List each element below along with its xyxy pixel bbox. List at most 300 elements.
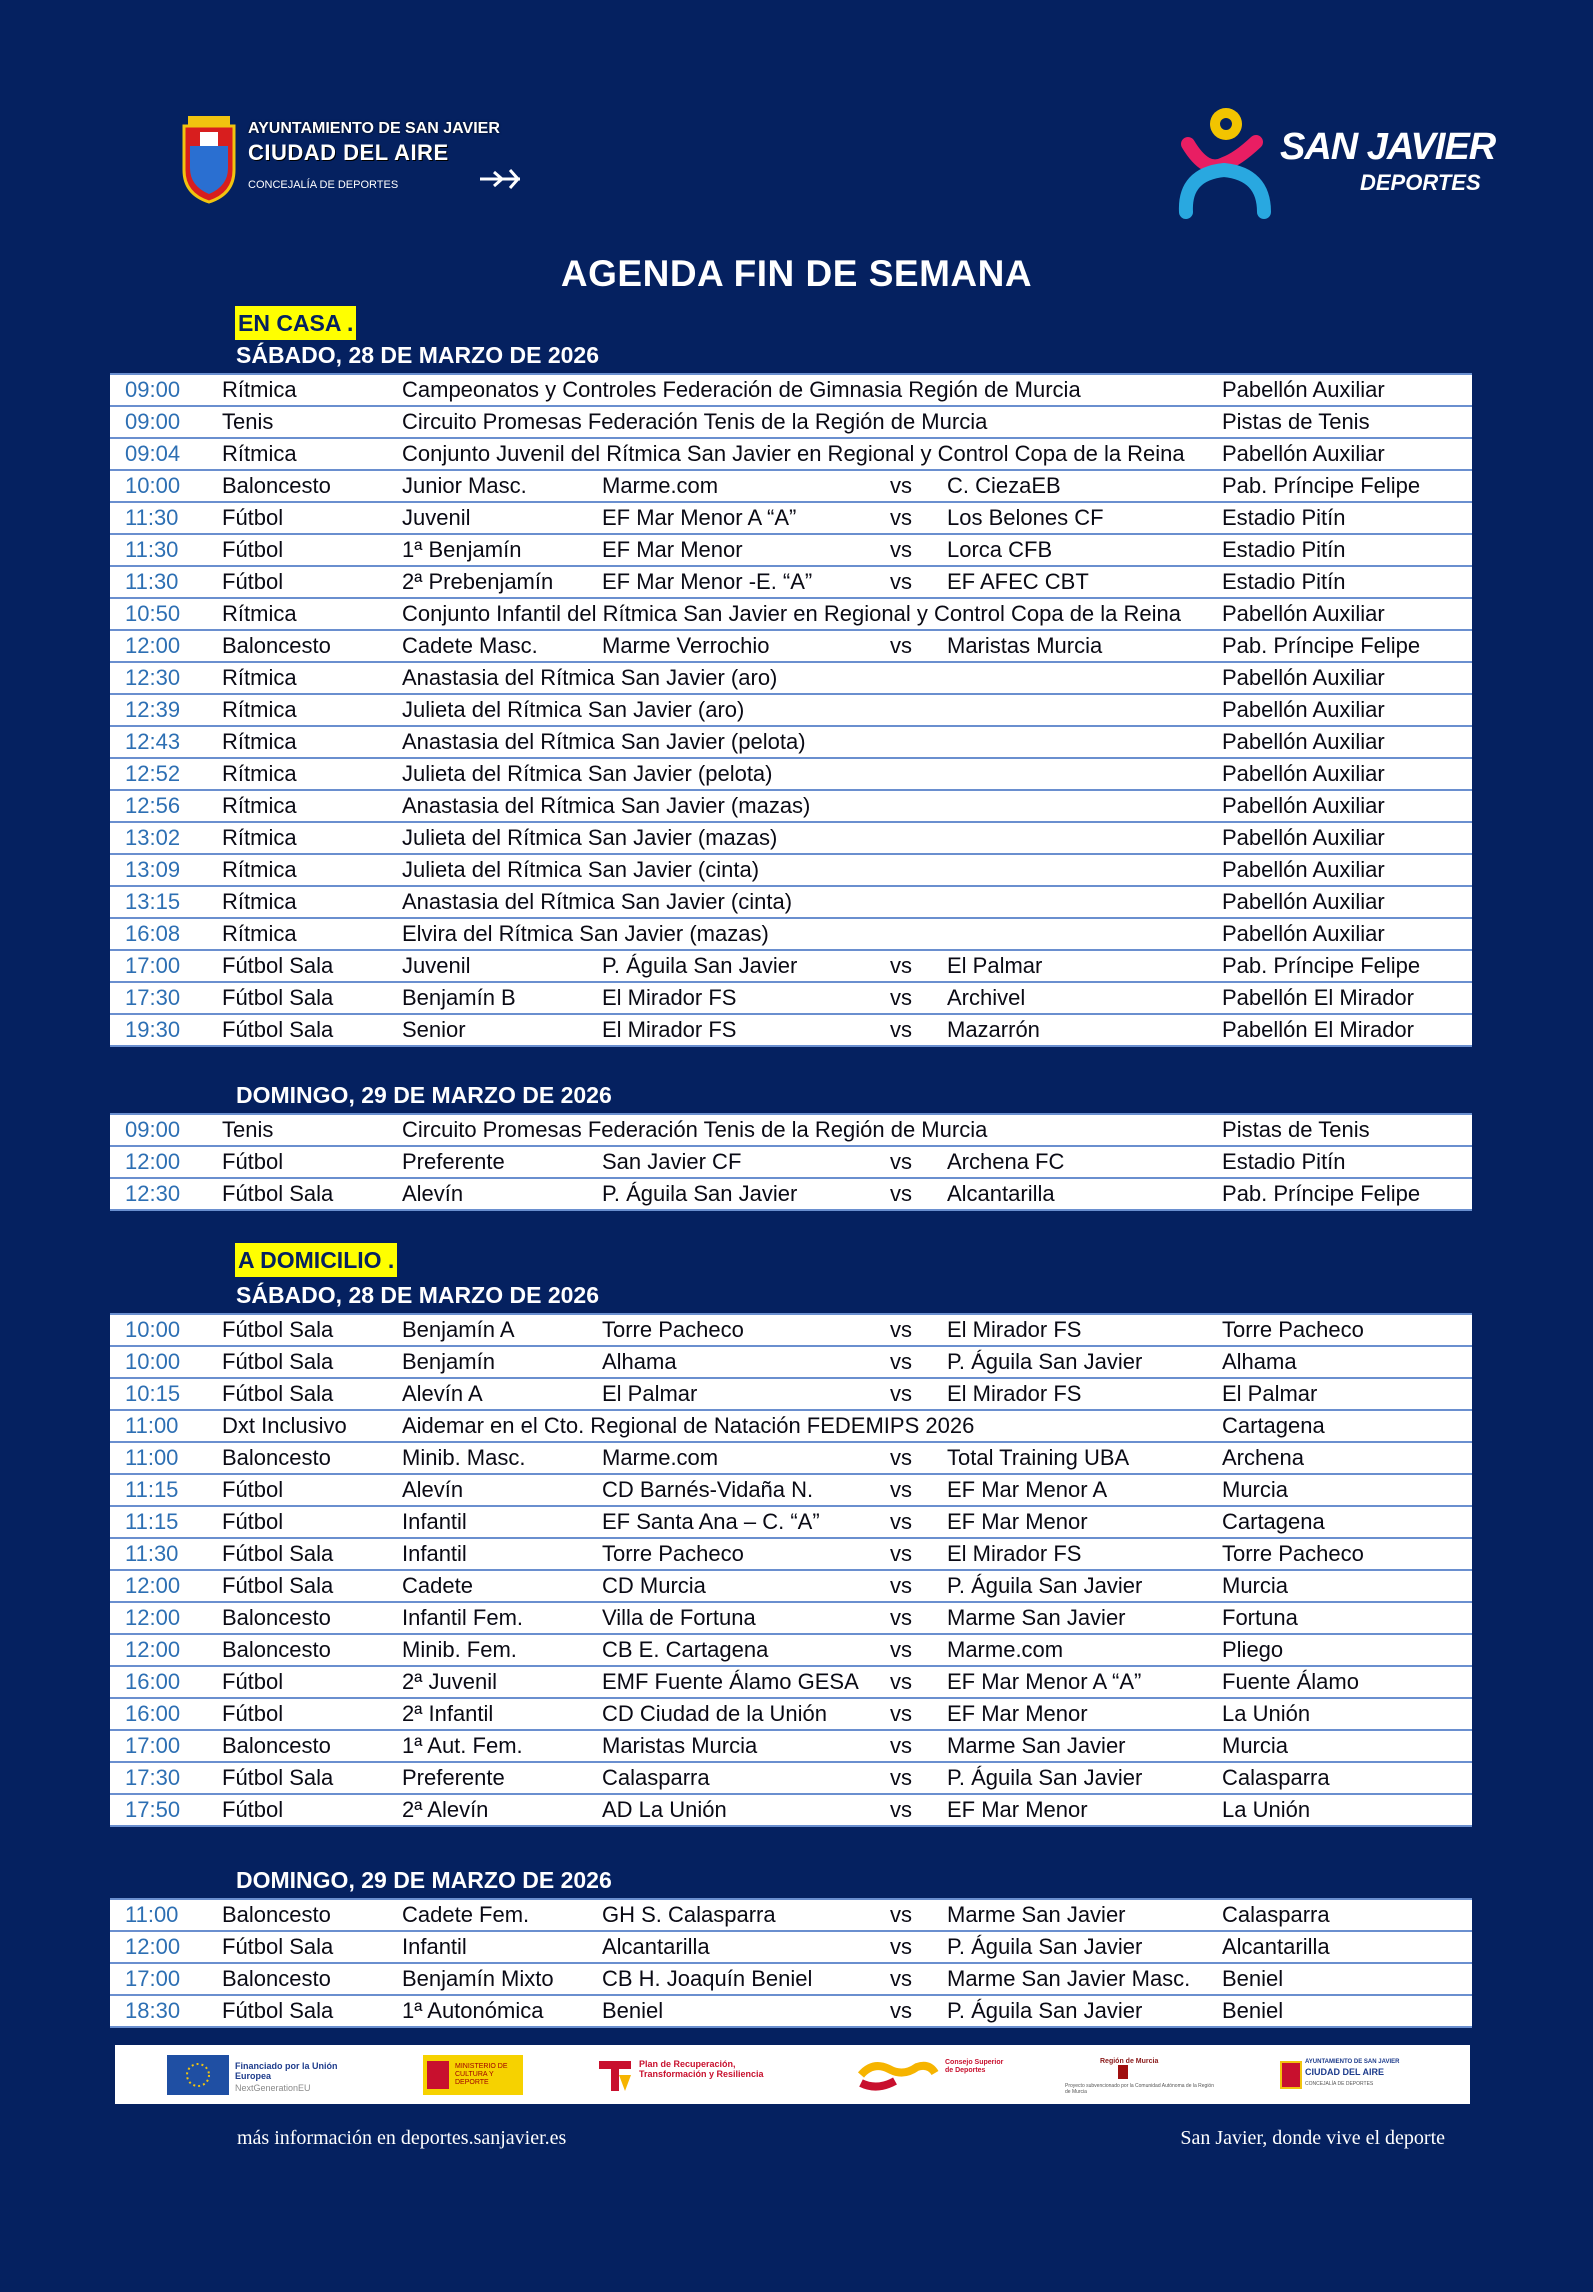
cell-home: EF Mar Menor	[602, 534, 890, 566]
cell-vs: vs	[890, 1602, 947, 1634]
schedule-row	[110, 758, 1472, 790]
cell-cat: 1ª Aut. Fem.	[402, 1730, 602, 1762]
cell-away: P. Águila San Javier	[947, 1762, 1222, 1794]
cell-away: Marme San Javier Masc.	[947, 1963, 1222, 1995]
cell-away: Marme San Javier	[947, 1899, 1222, 1931]
cell-place: Pabellón Auxiliar	[1222, 438, 1472, 470]
cell-place: Pabellón Auxiliar	[1222, 726, 1472, 758]
schedule-row	[110, 1899, 1472, 1931]
cell-place: Pistas de Tenis	[1222, 406, 1472, 438]
cell-home: Calasparra	[602, 1762, 890, 1794]
schedule-row	[110, 1666, 1472, 1698]
cell-sport: Rítmica	[222, 374, 402, 406]
cell-event: Julieta del Rítmica San Javier (aro)	[402, 694, 1222, 726]
schedule-row	[110, 1474, 1472, 1506]
council-logo-line3: CONCEJALÍA DE DEPORTES	[248, 179, 399, 191]
cell-time: 17:00	[110, 1730, 222, 1762]
cell-vs: vs	[890, 1314, 947, 1346]
cell-vs: vs	[890, 1538, 947, 1570]
cell-event: Aidemar en el Cto. Regional de Natación FEDEMIPS 2026	[402, 1410, 1222, 1442]
schedule-row	[110, 1762, 1472, 1794]
cell-home: CB E. Cartagena	[602, 1634, 890, 1666]
cell-cat: Benjamín B	[402, 982, 602, 1014]
schedule-row	[110, 406, 1472, 438]
ministry-logo	[423, 2055, 523, 2095]
cell-place: Pab. Príncipe Felipe	[1222, 950, 1472, 982]
home-sunday-label: DOMINGO, 29 DE MARZO DE 2026	[236, 1082, 612, 1108]
cell-place: Estadio Pitín	[1222, 1146, 1472, 1178]
cell-place: Calasparra	[1222, 1899, 1472, 1931]
cell-sport: Baloncesto	[222, 1730, 402, 1762]
schedule-row	[110, 1634, 1472, 1666]
cell-sport: Rítmica	[222, 886, 402, 918]
schedule-row	[110, 726, 1472, 758]
cell-sport: Baloncesto	[222, 1899, 402, 1931]
cell-time: 12:30	[110, 1178, 222, 1210]
cell-place: Pabellón Auxiliar	[1222, 662, 1472, 694]
cell-time: 09:00	[110, 374, 222, 406]
cell-place: Pabellón Auxiliar	[1222, 374, 1472, 406]
cell-event: Julieta del Rítmica San Javier (cinta)	[402, 854, 1222, 886]
cell-cat: Juvenil	[402, 502, 602, 534]
cell-cat: Cadete	[402, 1570, 602, 1602]
cell-vs: vs	[890, 1963, 947, 1995]
cell-vs: vs	[890, 1474, 947, 1506]
cell-place: Pabellón Auxiliar	[1222, 854, 1472, 886]
cell-away: EF Mar Menor A “A”	[947, 1666, 1222, 1698]
cell-time: 10:00	[110, 1314, 222, 1346]
council-logo	[180, 112, 550, 204]
cell-place: Murcia	[1222, 1730, 1472, 1762]
cell-home: P. Águila San Javier	[602, 950, 890, 982]
eu-sub-text: NextGenerationEU	[235, 2083, 311, 2093]
schedule-row	[110, 886, 1472, 918]
cell-cat: Preferente	[402, 1762, 602, 1794]
cell-place: Alcantarilla	[1222, 1931, 1472, 1963]
cell-event: Circuito Promesas Federación Tenis de la Región de Murcia	[402, 406, 1222, 438]
cell-place: Calasparra	[1222, 1762, 1472, 1794]
schedule-row	[110, 854, 1472, 886]
schedule-row	[110, 1963, 1472, 1995]
cell-vs: vs	[890, 1442, 947, 1474]
cell-place: Pistas de Tenis	[1222, 1114, 1472, 1146]
sports-logo-line2: DEPORTES	[1360, 170, 1481, 195]
eu-text: Financiado por la Unión Europea	[235, 2061, 338, 2081]
cell-sport: Dxt Inclusivo	[222, 1410, 402, 1442]
schedule-row	[110, 790, 1472, 822]
schedule-row	[110, 630, 1472, 662]
schedule-row	[110, 1014, 1472, 1046]
cell-vs: vs	[890, 950, 947, 982]
schedule-row	[110, 1146, 1472, 1178]
cell-cat: 2ª Alevín	[402, 1794, 602, 1826]
cell-sport: Fútbol	[222, 1474, 402, 1506]
cell-vs: vs	[890, 502, 947, 534]
cell-vs: vs	[890, 630, 947, 662]
cell-vs: vs	[890, 1698, 947, 1730]
cell-vs: vs	[890, 1899, 947, 1931]
cell-sport: Fútbol	[222, 1666, 402, 1698]
cell-sport: Fútbol	[222, 1794, 402, 1826]
sponsors-bar	[115, 2045, 1470, 2104]
cell-event: Conjunto Juvenil del Rítmica San Javier en Regional y Control Copa de la Reina	[402, 438, 1222, 470]
cell-sport: Fútbol Sala	[222, 1314, 402, 1346]
cell-away: P. Águila San Javier	[947, 1995, 1222, 2027]
cell-home: Marme.com	[602, 1442, 890, 1474]
cell-sport: Fútbol	[222, 534, 402, 566]
cell-sport: Rítmica	[222, 694, 402, 726]
cell-sport: Fútbol	[222, 1698, 402, 1730]
cell-home: El Palmar	[602, 1378, 890, 1410]
cell-cat: Alevín	[402, 1178, 602, 1210]
cell-home: P. Águila San Javier	[602, 1178, 890, 1210]
cell-time: 11:00	[110, 1442, 222, 1474]
cell-time: 19:30	[110, 1014, 222, 1046]
cell-away: Marme.com	[947, 1634, 1222, 1666]
schedule-row	[110, 950, 1472, 982]
cell-vs: vs	[890, 1762, 947, 1794]
schedule-row	[110, 534, 1472, 566]
council-small-line3: CONCEJALÍA DE DEPORTES	[1305, 2081, 1374, 2087]
home-badge: EN CASA .	[235, 306, 356, 340]
cell-sport: Fútbol Sala	[222, 1570, 402, 1602]
cell-vs: vs	[890, 1570, 947, 1602]
cell-home: Alcantarilla	[602, 1931, 890, 1963]
cell-sport: Baloncesto	[222, 1602, 402, 1634]
council-small-line1: AYUNTAMIENTO DE SAN JAVIER	[1305, 2059, 1400, 2065]
cell-sport: Baloncesto	[222, 1634, 402, 1666]
cell-sport: Fútbol Sala	[222, 950, 402, 982]
cell-vs: vs	[890, 1730, 947, 1762]
cell-sport: Tenis	[222, 1114, 402, 1146]
cell-home: Marme Verrochio	[602, 630, 890, 662]
cell-home: Torre Pacheco	[602, 1314, 890, 1346]
cell-home: EF Santa Ana – C. “A”	[602, 1506, 890, 1538]
cell-away: P. Águila San Javier	[947, 1346, 1222, 1378]
cell-time: 11:30	[110, 534, 222, 566]
schedule-row	[110, 1995, 1472, 2027]
cell-time: 10:15	[110, 1378, 222, 1410]
home-sunday-table	[110, 1113, 1472, 1211]
schedule-row	[110, 1346, 1472, 1378]
cell-place: Fortuna	[1222, 1602, 1472, 1634]
away-badge: A DOMICILIO .	[235, 1243, 397, 1277]
cell-home: CD Murcia	[602, 1570, 890, 1602]
cell-vs: vs	[890, 534, 947, 566]
schedule-row	[110, 566, 1472, 598]
cell-time: 10:50	[110, 598, 222, 630]
cell-time: 13:02	[110, 822, 222, 854]
cell-cat: Infantil	[402, 1538, 602, 1570]
cell-time: 11:30	[110, 566, 222, 598]
cell-sport: Rítmica	[222, 854, 402, 886]
cell-place: La Unión	[1222, 1698, 1472, 1730]
cell-event: Campeonatos y Controles Federación de Gimnasia Región de Murcia	[402, 374, 1222, 406]
cell-time: 17:00	[110, 950, 222, 982]
cell-place: El Palmar	[1222, 1378, 1472, 1410]
cell-home: Villa de Fortuna	[602, 1602, 890, 1634]
schedule-row	[110, 598, 1472, 630]
schedule-row	[110, 982, 1472, 1014]
cell-cat: Infantil	[402, 1506, 602, 1538]
cell-place: Alhama	[1222, 1346, 1472, 1378]
schedule-row	[110, 1178, 1472, 1210]
cell-away: El Mirador FS	[947, 1314, 1222, 1346]
cell-home: San Javier CF	[602, 1146, 890, 1178]
cell-time: 11:30	[110, 502, 222, 534]
cell-home: CB H. Joaquín Beniel	[602, 1963, 890, 1995]
cell-place: Pabellón Auxiliar	[1222, 694, 1472, 726]
cell-home: EMF Fuente Álamo GESA	[602, 1666, 890, 1698]
cell-place: Pab. Príncipe Felipe	[1222, 630, 1472, 662]
cell-place: Pabellón Auxiliar	[1222, 886, 1472, 918]
cell-time: 09:00	[110, 1114, 222, 1146]
cell-home: EF Mar Menor -E. “A”	[602, 566, 890, 598]
cell-home: Torre Pacheco	[602, 1538, 890, 1570]
council-logo-line1: AYUNTAMIENTO DE SAN JAVIER	[248, 120, 500, 137]
schedule-row	[110, 502, 1472, 534]
cell-cat: Minib. Fem.	[402, 1634, 602, 1666]
cell-home: El Mirador FS	[602, 982, 890, 1014]
cell-cat: 1ª Benjamín	[402, 534, 602, 566]
cell-sport: Rítmica	[222, 918, 402, 950]
cell-event: Anastasia del Rítmica San Javier (mazas)	[402, 790, 1222, 822]
cell-away: El Palmar	[947, 950, 1222, 982]
schedule-row	[110, 918, 1472, 950]
cell-vs: vs	[890, 1794, 947, 1826]
cell-away: P. Águila San Javier	[947, 1570, 1222, 1602]
schedule-row	[110, 470, 1472, 502]
cell-away: EF Mar Menor A	[947, 1474, 1222, 1506]
sports-logo-line1: SAN JAVIER	[1280, 126, 1496, 168]
cell-away: Total Training UBA	[947, 1442, 1222, 1474]
cell-time: 17:30	[110, 1762, 222, 1794]
cell-away: El Mirador FS	[947, 1378, 1222, 1410]
cell-sport: Tenis	[222, 406, 402, 438]
cell-vs: vs	[890, 1506, 947, 1538]
cell-sport: Fútbol Sala	[222, 1014, 402, 1046]
cell-place: Pabellón Auxiliar	[1222, 758, 1472, 790]
cell-cat: Benjamín	[402, 1346, 602, 1378]
cell-time: 17:30	[110, 982, 222, 1014]
region-sub-text: Proyecto subvencionado por la Comunidad Autónoma de la Región de Murcia	[1065, 2083, 1214, 2095]
cell-place: Cartagena	[1222, 1506, 1472, 1538]
cell-vs: vs	[890, 1146, 947, 1178]
eu-flag-icon	[167, 2055, 229, 2095]
cell-sport: Fútbol Sala	[222, 1762, 402, 1794]
cell-time: 12:56	[110, 790, 222, 822]
schedule-row	[110, 1931, 1472, 1963]
cell-home: GH S. Calasparra	[602, 1899, 890, 1931]
region-text: Región de Murcia	[1100, 2058, 1159, 2065]
cell-place: Murcia	[1222, 1570, 1472, 1602]
cell-place: Estadio Pitín	[1222, 502, 1472, 534]
csd-text: Consejo Superior de Deportes	[945, 2059, 1004, 2074]
cell-sport: Baloncesto	[222, 1442, 402, 1474]
cell-away: Archivel	[947, 982, 1222, 1014]
cell-time: 17:00	[110, 1963, 222, 1995]
schedule-row	[110, 1442, 1472, 1474]
cell-cat: Juvenil	[402, 950, 602, 982]
schedule-row	[110, 1794, 1472, 1826]
cell-sport: Fútbol Sala	[222, 1931, 402, 1963]
cell-place: Archena	[1222, 1442, 1472, 1474]
cell-vs: vs	[890, 1178, 947, 1210]
cell-sport: Fútbol Sala	[222, 1995, 402, 2027]
cell-cat: Infantil Fem.	[402, 1602, 602, 1634]
cell-sport: Rítmica	[222, 662, 402, 694]
cell-away: EF Mar Menor	[947, 1506, 1222, 1538]
cell-cat: Infantil	[402, 1931, 602, 1963]
recovery-plan-icon	[595, 2055, 635, 2095]
cell-time: 12:30	[110, 662, 222, 694]
cell-place: Beniel	[1222, 1995, 1472, 2027]
cell-vs: vs	[890, 566, 947, 598]
cell-cat: Cadete Masc.	[402, 630, 602, 662]
cell-home: EF Mar Menor A “A”	[602, 502, 890, 534]
cell-sport: Fútbol	[222, 502, 402, 534]
cell-vs: vs	[890, 1346, 947, 1378]
cell-place: La Unión	[1222, 1794, 1472, 1826]
cell-place: Fuente Álamo	[1222, 1666, 1472, 1698]
cell-sport: Fútbol Sala	[222, 1178, 402, 1210]
schedule-row	[110, 1730, 1472, 1762]
cell-sport: Fútbol	[222, 566, 402, 598]
cell-event: Circuito Promesas Federación Tenis de la Región de Murcia	[402, 1114, 1222, 1146]
cell-cat: Alevín A	[402, 1378, 602, 1410]
cell-away: Alcantarilla	[947, 1178, 1222, 1210]
cell-place: Pabellón El Mirador	[1222, 982, 1472, 1014]
cell-away: Marme San Javier	[947, 1730, 1222, 1762]
cell-home: Marme.com	[602, 470, 890, 502]
cell-cat: Benjamín A	[402, 1314, 602, 1346]
schedule-row	[110, 1570, 1472, 1602]
csd-icon	[855, 2055, 939, 2095]
cell-time: 11:00	[110, 1899, 222, 1931]
cell-cat: Benjamín Mixto	[402, 1963, 602, 1995]
cell-vs: vs	[890, 1378, 947, 1410]
cell-time: 12:00	[110, 1602, 222, 1634]
cell-time: 12:00	[110, 630, 222, 662]
cell-away: Marme San Javier	[947, 1602, 1222, 1634]
cell-place: Pab. Príncipe Felipe	[1222, 1178, 1472, 1210]
cell-away: EF AFEC CBT	[947, 566, 1222, 598]
cell-time: 11:15	[110, 1474, 222, 1506]
cell-sport: Fútbol Sala	[222, 982, 402, 1014]
cell-away: Lorca CFB	[947, 534, 1222, 566]
cell-vs: vs	[890, 1931, 947, 1963]
cell-cat: Preferente	[402, 1146, 602, 1178]
cell-cat: Senior	[402, 1014, 602, 1046]
cell-time: 11:30	[110, 1538, 222, 1570]
cell-away: El Mirador FS	[947, 1538, 1222, 1570]
cell-sport: Fútbol Sala	[222, 1346, 402, 1378]
cell-away: Archena FC	[947, 1146, 1222, 1178]
cell-time: 16:00	[110, 1698, 222, 1730]
cell-place: Estadio Pitín	[1222, 534, 1472, 566]
cell-place: Pabellón Auxiliar	[1222, 790, 1472, 822]
cell-home: Maristas Murcia	[602, 1730, 890, 1762]
cell-cat: 2ª Prebenjamín	[402, 566, 602, 598]
cell-cat: 1ª Autonómica	[402, 1995, 602, 2027]
cell-away: C. CiezaEB	[947, 470, 1222, 502]
cell-cat: 2ª Juvenil	[402, 1666, 602, 1698]
cell-sport: Fútbol Sala	[222, 1378, 402, 1410]
cell-sport: Baloncesto	[222, 630, 402, 662]
schedule-row	[110, 1114, 1472, 1146]
cell-sport: Rítmica	[222, 726, 402, 758]
sports-logo	[1176, 104, 1506, 219]
cell-home: Alhama	[602, 1346, 890, 1378]
sports-figure-icon	[1176, 104, 1276, 219]
cell-vs: vs	[890, 470, 947, 502]
cell-place: Pabellón Auxiliar	[1222, 598, 1472, 630]
away-sunday-label: DOMINGO, 29 DE MARZO DE 2026	[236, 1867, 612, 1893]
cell-time: 12:52	[110, 758, 222, 790]
spain-crest-icon	[427, 2061, 449, 2089]
cell-home: CD Ciudad de la Unión	[602, 1698, 890, 1730]
cell-vs: vs	[890, 1995, 947, 2027]
cell-time: 09:00	[110, 406, 222, 438]
cell-time: 17:50	[110, 1794, 222, 1826]
cell-time: 12:00	[110, 1931, 222, 1963]
home-saturday-label: SÁBADO, 28 DE MARZO DE 2026	[236, 342, 599, 368]
cell-time: 10:00	[110, 470, 222, 502]
cell-place: Pabellón Auxiliar	[1222, 918, 1472, 950]
cell-sport: Rítmica	[222, 598, 402, 630]
cell-sport: Rítmica	[222, 438, 402, 470]
cell-time: 16:08	[110, 918, 222, 950]
cell-home: El Mirador FS	[602, 1014, 890, 1046]
cell-sport: Rítmica	[222, 790, 402, 822]
page-title: AGENDA FIN DE SEMANA	[560, 253, 1033, 294]
cell-sport: Baloncesto	[222, 470, 402, 502]
away-saturday-label: SÁBADO, 28 DE MARZO DE 2026	[236, 1282, 599, 1308]
footer-info-link[interactable]: más información en deportes.sanjavier.es	[237, 2127, 567, 2149]
cell-home: Beniel	[602, 1995, 890, 2027]
cell-event: Julieta del Rítmica San Javier (mazas)	[402, 822, 1222, 854]
cell-home: AD La Unión	[602, 1794, 890, 1826]
cell-time: 12:00	[110, 1634, 222, 1666]
cell-time: 16:00	[110, 1666, 222, 1698]
schedule-row	[110, 1410, 1472, 1442]
cell-place: Pab. Príncipe Felipe	[1222, 470, 1472, 502]
council-logo-line2: CIUDAD DEL AIRE	[248, 140, 449, 165]
cell-sport: Baloncesto	[222, 1963, 402, 1995]
cell-event: Elvira del Rítmica San Javier (mazas)	[402, 918, 1222, 950]
cell-time: 12:00	[110, 1570, 222, 1602]
cell-time: 11:00	[110, 1410, 222, 1442]
cell-time: 12:43	[110, 726, 222, 758]
region-crest-icon	[1118, 2065, 1128, 2079]
footer-slogan: San Javier, donde vive el deporte	[1180, 2127, 1445, 2149]
cell-place: Beniel	[1222, 1963, 1472, 1995]
cell-time: 10:00	[110, 1346, 222, 1378]
schedule-row	[110, 822, 1472, 854]
cell-sport: Rítmica	[222, 758, 402, 790]
cell-place: Estadio Pitín	[1222, 566, 1472, 598]
cell-sport: Fútbol	[222, 1146, 402, 1178]
schedule-row	[110, 1314, 1472, 1346]
schedule-row	[110, 374, 1472, 406]
cell-time: 09:04	[110, 438, 222, 470]
cell-event: Anastasia del Rítmica San Javier (aro)	[402, 662, 1222, 694]
schedule-row	[110, 694, 1472, 726]
cell-away: EF Mar Menor	[947, 1794, 1222, 1826]
cell-place: Torre Pacheco	[1222, 1538, 1472, 1570]
cell-time: 11:15	[110, 1506, 222, 1538]
away-sunday-table	[110, 1898, 1472, 2028]
